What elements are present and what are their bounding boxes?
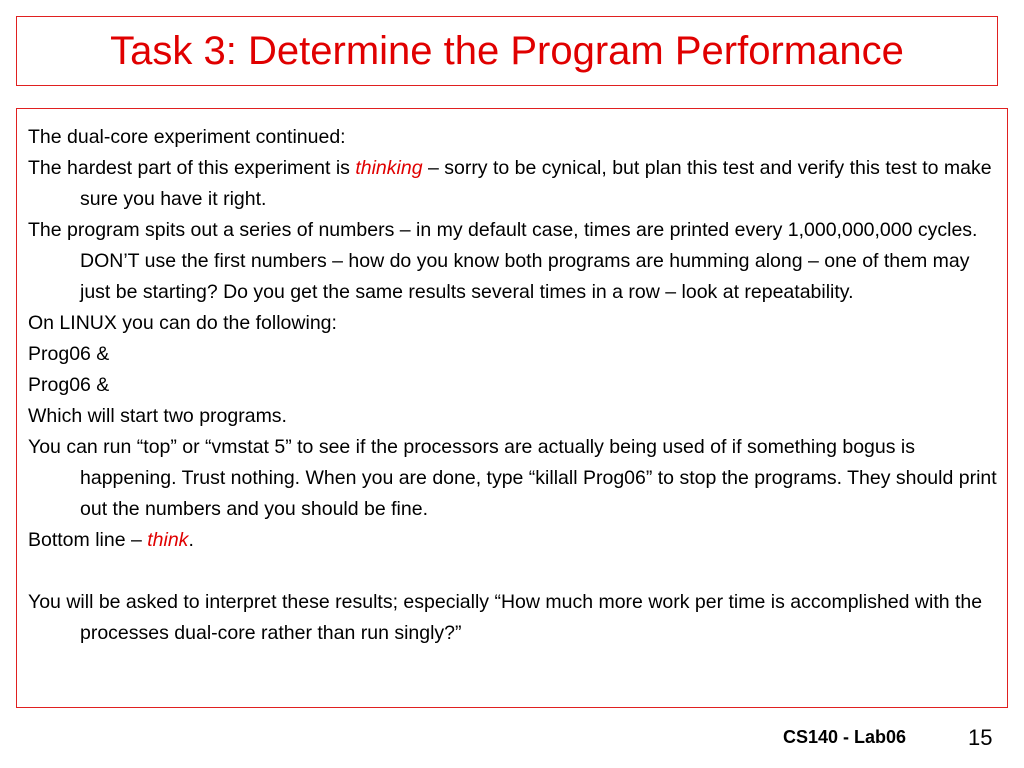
title-box (16, 16, 998, 86)
paragraph-text: The program spits out a series of numbers – in my default case, times are printed every 1,000,000,000 cycles. DON’T use the first numbers – how do you know both programs are humming along – one of them may just be starting? Do you get the same results several times in a row – look at repeatability. (28, 219, 978, 303)
body-paragraph (28, 153, 997, 215)
paragraph-text: The hardest part of this experiment is (28, 157, 356, 179)
paragraph-text: Bottom line – (28, 529, 148, 551)
footer-label: CS140 - Lab06 (783, 727, 907, 747)
body-paragraph (28, 525, 997, 556)
body-paragraph (28, 215, 997, 308)
body-paragraph (28, 122, 997, 153)
body-paragraph (28, 370, 997, 401)
paragraph-text: – sorry to be cynical, but plan this test and verify this test to make sure you have it right. (80, 157, 992, 210)
body-paragraph (28, 339, 997, 370)
slide-title: Task 3: Determine the Program Performance (110, 29, 904, 73)
blank-line (28, 556, 997, 587)
body-paragraph (28, 432, 997, 525)
paragraph-text: Prog06 & (28, 374, 110, 396)
paragraph-text: You can run “top” or “vmstat 5” to see if the processors are actually being used of if something bogus is happening. Trust nothing. When you are done, type “killall Prog06” to stop the programs. They should print out the numbers and you should be fine. (28, 436, 997, 520)
body-paragraph (28, 587, 997, 649)
body-paragraph (28, 308, 997, 339)
paragraph-text: . (188, 529, 194, 551)
body-paragraph (28, 401, 997, 432)
page-number: 15 (968, 725, 993, 750)
paragraph-text: You will be asked to interpret these results; especially “How much more work per time is accomplished with the processes dual-core rather than run singly?” (28, 591, 983, 644)
paragraph-text: The dual-core experiment continued: (28, 126, 346, 148)
emphasis-text: think (147, 529, 189, 551)
paragraph-text: Which will start two programs. (28, 405, 287, 427)
paragraph-text: Prog06 & (28, 343, 110, 365)
content-box (16, 108, 1008, 708)
paragraph-text: On LINUX you can do the following: (28, 312, 337, 334)
emphasis-text: thinking (355, 157, 423, 179)
